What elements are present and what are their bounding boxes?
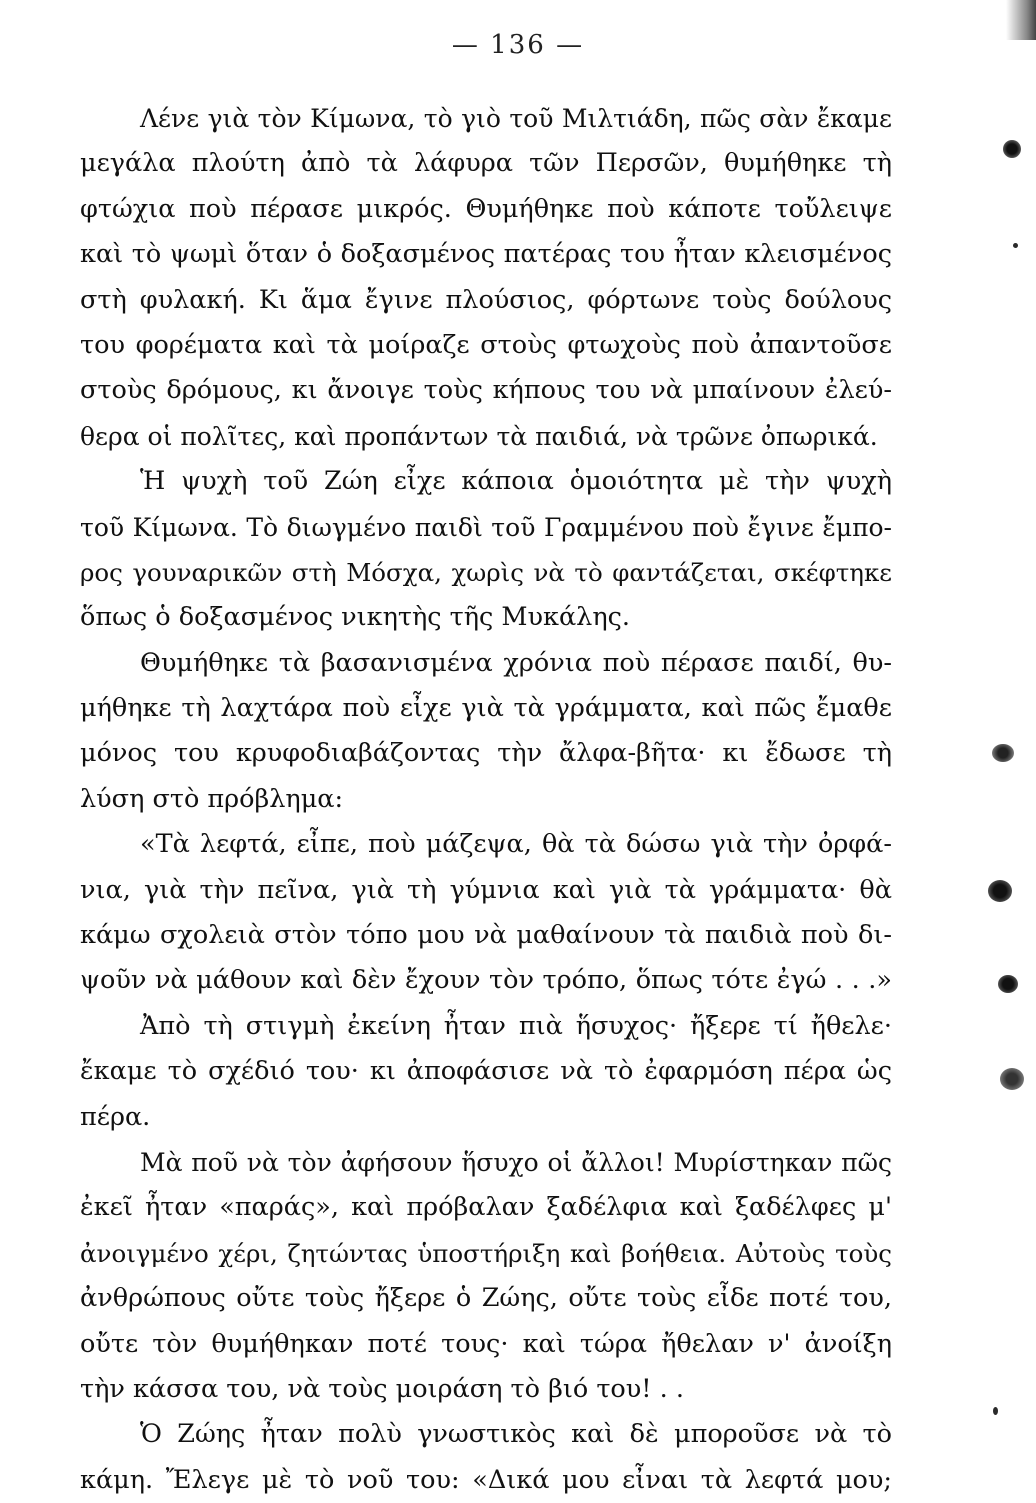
text-line: μήθηκε τὴ λαχτάρα ποὺ εἶχε γιὰ τὰ γράμματα, καὶ πῶς ἔμαθε — [80, 693, 892, 724]
text-line: τὴν κάσσα του, νὰ τοὺς μοιράση τὸ βιό του! . . — [80, 1373, 684, 1404]
text-line: ἀνοιγμένο χέρι, ζητώντας ὑποστήριξη καὶ βοήθεια. Αὐτοὺς τοὺς — [80, 1238, 892, 1268]
body-text — [80, 96, 892, 1503]
text-line: Μὰ ποῦ νὰ τὸν ἀφήσουν ἥσυχο οἱ ἄλλοι! Μυρίστηκαν πῶς — [140, 1147, 892, 1177]
text-line: Ἡ ψυχὴ τοῦ Ζώη εἶχε κάποια ὁμοιότητα μὲ τὴν ψυχὴ — [140, 466, 892, 497]
text-line: ἔκαμε τὸ σχέδιό του· κι ἀποφάσισε νὰ τὸ ἐφαρμόση πέρα ὡς — [80, 1056, 892, 1087]
text-line: πέρα. — [80, 1101, 151, 1132]
scan-speck — [1013, 243, 1018, 248]
text-line: καὶ τὸ ψωμὶ ὅταν ὁ δοξασμένος πατέρας του ἦταν κλεισμένος — [80, 239, 892, 270]
scan-speck — [988, 880, 1012, 902]
text-line: κάμη. Ἔλεγε μὲ τὸ νοῦ του: «Δικά μου εἶναι τὰ λεφτά μου; — [80, 1464, 892, 1495]
text-line: Ἀπὸ τὴ στιγμὴ ἐκείνη ἦταν πιὰ ἥσυχος· ἤξερε τί ἤθελε· — [140, 1010, 892, 1041]
text-line: στοὺς δρόμους, κι ἄνοιγε τοὺς κήπους του νὰ μπαίνουν ἐλεύ- — [80, 375, 892, 406]
text-line: ἀνθρώπους οὔτε τοὺς ἤξερε ὁ Ζώης, οὔτε τοὺς εἶδε ποτέ του, — [80, 1283, 892, 1314]
page-number: — 136 — — [451, 30, 585, 60]
text-line: θερα οἱ πολῖτες, καὶ προπάντων τὰ παιδιά, νὰ τρῶνε ὀπωρικά. — [80, 421, 878, 451]
text-line: ψοῦν νὰ μάθουν καὶ δὲν ἔχουν τὸν τρόπο, ὅπως τότε ἐγώ . . .» — [80, 965, 892, 996]
text-line: Λένε γιὰ τὸν Κίμωνα, τὸ γιὸ τοῦ Μιλτιάδη, πῶς σὰν ἔκαμε — [140, 104, 892, 133]
text-line: τοῦ Κίμωνα. Τὸ διωγμένο παιδὶ τοῦ Γραμμένου ποὺ ἔγινε ἔμπο- — [80, 512, 892, 542]
scan-speck — [993, 1407, 998, 1415]
text-line: στὴ φυλακή. Κι ἅμα ἔγινε πλούσιος, φόρτωνε τοὺς δούλους — [80, 284, 892, 315]
text-line: Θυμήθηκε τὰ βασανισμένα χρόνια ποὺ πέρασε παιδί, θυ- — [140, 647, 892, 678]
text-line: κάμω σχολειὰ στὸν τόπο μου νὰ μαθαίνουν τὰ παιδιὰ ποὺ δι- — [80, 920, 892, 951]
text-line: «Τὰ λεφτά, εἶπε, ποὺ μάζεψα, θὰ τὰ δώσω γιὰ τὴν ὀρφά- — [140, 829, 892, 860]
text-line: ρος γουναρικῶν στὴ Μόσχα, χωρὶς νὰ τὸ φαντάζεται, σκέφτηκε — [80, 557, 892, 587]
scan-speck — [1003, 140, 1021, 158]
text-line: φτώχια ποὺ πέρασε μικρός. Θυμήθηκε ποὺ κάποτε τοὔλειψε — [80, 193, 892, 224]
scan-speck — [1000, 1068, 1024, 1090]
text-line: οὔτε τὸν θυμήθηκαν ποτέ τους· καὶ τώρα ἤθελαν ν' ἀνοίξη — [80, 1328, 892, 1359]
text-line: μεγάλα πλούτη ἀπὸ τὰ λάφυρα τῶν Περσῶν, θυμήθηκε τὴ — [80, 148, 892, 179]
scan-speck — [992, 744, 1014, 762]
scan-speck — [998, 975, 1018, 993]
text-line: του φορέματα καὶ τὰ μοίραζε στοὺς φτωχοὺς ποὺ ἀπαντοῦσε — [80, 329, 892, 360]
text-line: ὅπως ὁ δοξασμένος νικητὴς τῆς Μυκάλης. — [80, 602, 631, 633]
text-line: λύση στὸ πρόβλημα: — [80, 783, 344, 814]
text-line: μόνος του κρυφοδιαβάζοντας τὴν ἄλφα-βῆτα· κι ἔδωσε τὴ — [80, 738, 892, 769]
text-line: νια, γιὰ τὴν πεῖνα, γιὰ τὴ γύμνια καὶ γιὰ τὰ γράμματα· θὰ — [80, 874, 892, 905]
text-line: ἐκεῖ ἦταν «παράς», καὶ πρόβαλαν ξαδέλφια καὶ ξαδέλφες μ' — [80, 1192, 892, 1223]
text-line: Ὁ Ζώης ἦταν πολὺ γνωστικὸς καὶ δὲ μποροῦσε νὰ τὸ — [140, 1419, 892, 1450]
